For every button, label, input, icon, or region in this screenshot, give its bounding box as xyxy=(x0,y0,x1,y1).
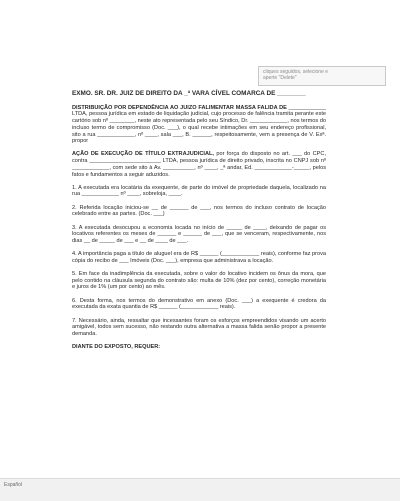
paragraph-5: 5. Em face da inadimplência da executada, sobre o valor do locativo incidem os ônus da mora, que pelo contido na cláusula segunda do contrato são: multa de 10% (dez por cento), correção monetária e juros de 1% (um por cento) ao mês. xyxy=(72,271,326,291)
instruction-note-line-2: aperte "Delete" xyxy=(263,75,297,81)
instruction-note-line-1: cliques seguidos, selecione e xyxy=(263,69,329,75)
paragraph-2: 2. Referida locação iniciou-se __ de ______ de ___, nos termos do incluso contrato de locação celebrado entre as partes. (Doc. ___) xyxy=(72,204,326,218)
paragraph-7: 7. Necessário, ainda, ressaltar que incessantes foram os esforços empreendidos visando um acerto amigável, todos sem sucesso, não restando outra alternativa a massa falida senão propor a presente demanda. xyxy=(72,317,326,337)
intro-text: ____________ LTDA, pessoa jurídica em estado de liquidação judicial, cujo processo de falência tramita perante este cartório sob nº ________, neste ato representada pelo seu Síndico, Dr. ____________, nos termos do incluso termo de compromisso (Doc. ___), o qual recebe intimações em seu endereço profissional, sito a rua ____________, nº ____, sala ___, B. ______, respeitosamente, vem a presença de V. Exª. propor xyxy=(72,104,326,145)
document-body[interactable] xyxy=(72,91,326,357)
intro-paragraph xyxy=(72,105,326,145)
instruction-note xyxy=(258,66,386,86)
action-text: por força do disposto no art. ___ do CPC, contra _______________________ LTDA, pessoa jurídica de direito privado, inscrita no CNPJ sob nº ____________, com sede sito à Av. __________, nº ____, _ª andar, Ed. ____________-_____, pelos fatos e fundamentos a seguir aduzidos. xyxy=(72,151,326,178)
paragraph-3: 3. A executada desocupou a economia locada no início de _____ de ____, deixando de pagar os locativos referentes os meses de ______ e ______ de ___, que se venceram, respectivamente, nos dias __ de _____ de ___ e __ de ____ de ___. xyxy=(72,224,326,244)
document-heading: EXMO. SR. DR. JUIZ DE DIREITO DA _ª VARA CÍVEL COMARCA DE ________ xyxy=(72,90,306,97)
action-title: AÇÃO DE EXECUÇÃO DE TÍTULO EXTRAJUDICIAL, xyxy=(72,151,214,158)
status-bar xyxy=(0,478,400,501)
paragraph-6: 6. Desta forma, nos termos do demonstrativo em anexo (Doc. ___) a exequente é credora da executada da exata quantia de R$ ______ (____________ reais). xyxy=(72,297,326,311)
language-indicator[interactable]: Español xyxy=(4,482,23,488)
intro-bold-text: DISTRIBUIÇÃO POR DEPENDÊNCIA AO JUIZO FALIMENTAR MASSA FALIDA DE xyxy=(72,104,287,111)
closing-request: DIANTE DO EXPOSTO, REQUER: xyxy=(72,344,161,351)
action-paragraph xyxy=(72,151,326,178)
paragraph-1: 1. A executada era locatária da exequente, de parte do imóvel de propriedade daquela, localizado na rua ____________ nº ____, sobreloja, ____. xyxy=(72,184,326,198)
paragraph-4: 4. A importância paga a título de aluguel era de R$ ______ (____________ reais), conforme faz prova cópia do recibo de ___ Imóveis (Doc. ___), empresa que administrava a locação. xyxy=(72,251,326,264)
